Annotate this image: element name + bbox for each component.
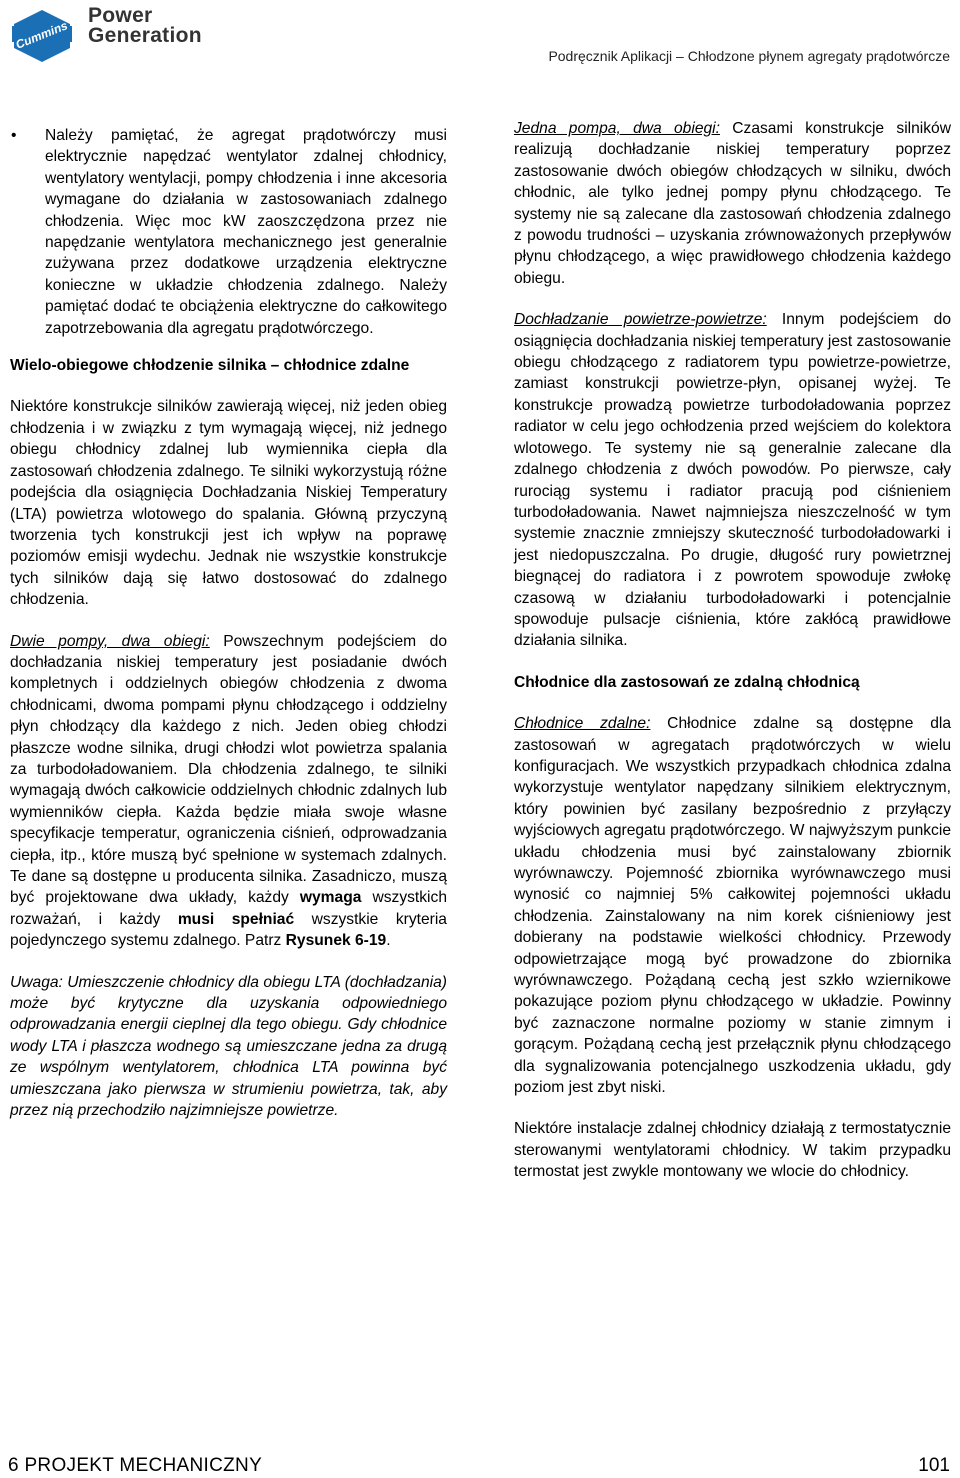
section-heading-multi-circuit: Wielo-obiegowe chłodzenie silnika – chłodnice zdalne [10,357,410,375]
bold-musi-spelniac: musi spełniać [177,910,295,928]
text-two-pumps-b: wszystkich rozważań, i każdy [10,889,447,928]
document-title: Podręcznik Aplikacji – Chłodzone płynem agregaty prądotwórcze [548,48,950,64]
page-header [0,0,960,75]
page-number: 101 [918,1455,950,1476]
bold-wymaga: wymaga [299,889,362,907]
text-two-pumps-end: . [386,932,391,950]
footer-section-label: 6 PROJEKT MECHANICZNY [8,1455,263,1476]
right-column [514,118,951,1183]
paragraph-remote-radiators [514,713,951,1098]
text-two-pumps-a: Powszechnym podejściem do dochładzania niskiej temperatury jest posiadanie dwóch kompletnych i oddzielnych obiegów chłodzenia z dwoma chłodnicami, dwoma pompami płynu chłodzącego i oddzielny płyn chłodzący dla każdego z nich. Jeden obieg chłodzi płaszcze wodne silnika, drugi chłodzi wlot powietrza spalania za turbodoładowaniem. Dla chłodzenia zdalnego, te silniki wymagają dwóch całkowicie oddzielnych chłodnic zdalnych lub wymienników ciepła. Każda będzie miała swoje własne specyfikacje temperatur, ograniczenia ciśnień, odprowadzania ciepła, itp., które muszą być spełnione w systemach zdalnych. Te dane są dostępne u producenta silnika. Zasadniczo, muszą być projektowane dwa układy, każdy [10,632,447,907]
text-remote-radiators: Chłodnice zdalne są dostępne dla zastosowań w agregatach prądotwórczych w wielu konfiguracjach. We wszystkich przypadkach chłodnica zdalna wykorzystuje wentylator napędzany silnikiem elektrycznym, który powinien być zasilany bezpośrednio z przyłączy wyjściowych agregatu prądotwórczego. W najwyższym punkcie układu chłodzenia musi być zainstalowany zbiornik wyrównawczy. Pojemność zbiornika wyrównawczego musi wynosić co najmniej 5% całkowitej pojemności układu chłodzenia. Zainstalowany na nim korek ciśnieniowy jest dobierany na podstawie wielkości chłodnicy. Przewody odpowietrzające mogą być prowadzone do zbiornika wyrównawczego. Pożądaną cechą jest szkło wziernikowe pokazujące poziom płynu chłodzącego w układzie. Powinny być zaznaczone normalne poziomy w stanie zimnym i gorącym. Pożądaną cechą jest przełącznik płynu chłodzącego dla sygnalizowania potencjalnego uszkodzenia układu, gdy poziom jest zbyt niski. [514,715,951,1097]
brand-name [88,6,202,46]
cummins-logo-icon [6,4,76,64]
label-air-to-air: Dochładzanie powietrze-powietrze: [514,311,767,329]
paragraph-thermostat: Niektóre instalacje zdalnej chłodnicy działają z termostatycznie sterowanymi wentylatorami chłodnicy. W takim przypadku termostat jest zwykle montowany we wlocie do chłodnicy. [514,1120,951,1181]
note-lta: Uwaga: Umieszczenie chłodnicy dla obiegu LTA (dochładzania) może być krytyczne dla uzyskania odpowiedniego odprowadzania energii cieplnej dla tego obiegu. Gdy chłodnice wody LTA i płaszcza wodnego są umieszczane jedna za drugą ze wspólnym wentylatorem, chłodnica LTA powinna być umieszczana jako pierwsza w strumieniu powietrza, tak, aby przez nią przechodziło najzimniejsze powietrze. [10,973,447,1120]
text-two-pumps-c: wszystkie kryteria pojedynczego systemu zdalnego. Patrz [10,910,447,950]
text-one-pump: Czasami konstrukcje silników realizują dochładzanie niskiej temperatury poprzez zastosowanie dwóch obiegów chłodzących w silniku, dwóch chłodnic, ale tylko jednej pompy płynu chłodzącego. Te systemy nie są zalecane dla zastosowań chłodzenia zdalnego z powodu trudności – uzyskania zrównoważonych przepływów płynu chłodzącego, a więc prawidłowego chłodzenia każdego obiegu. [514,120,951,287]
brand-line-1: Power [88,4,153,27]
paragraph-one-pump [514,118,951,289]
logo-text: Cummins [13,18,70,52]
left-column [10,118,447,1121]
section-heading-radiators: Chłodnice dla zastosowań ze zdalną chłodnicą [514,673,860,691]
paragraph-air-to-air [514,309,951,652]
label-remote-radiators: Chłodnice zdalne: [514,715,651,733]
label-one-pump: Jedna pompa, dwa obiegi: [514,120,720,137]
text-air-to-air: Innym podejściem do osiągnięcia dochładzania niskiej temperatury jest zastosowanie obiegu chłodzącego z radiatorem typu powietrze-powietrze, zamiast konstrukcji powietrze-płyn, opisanej wyżej. Te konstrukcje prowadzą powietrze turbodoładowania poprzez radiator w celu jego ochłodzenia przed wejściem do kolektora wlotowego. Te systemy nie są generalnie zalecane dla zdalnego chłodzenia z dwóch powodów. Po pierwsze, cały rurociąg systemu i radiator pracują pod ciśnieniem turbodoładowania. Nawet najmniejsza nieszczelność w tym systemie znacznie zmniejszy skuteczność turbodoładowarki i jest niedopuszczalna. Po drugie, długość rury powietrznej biegnącej do radiatora i z powrotem spowoduje zwłokę czasową w działaniu turbodoładowarki i potencjalnie spowoduje pulsacje ciśnienia, które zakłócą prawidłowe działania silnika. [514,311,951,650]
paragraph-two-pumps [10,631,447,952]
bullet-item [10,125,447,339]
paragraph-engines: Niektóre konstrukcje silników zawierają więcej, niż jeden obieg chłodzenia i w związku z tym wymagają więcej, niż jednego obiegu chłodnicy zdalnej lub wymiennika ciepła dla zastosowań chłodzenia zdalnego. Te silniki wykorzystują różne podejścia dla osiągnięcia Dochładzania Niskiej Temperatury (LTA) powietrza wlotowego do spalania. Główną przyczyną tworzenia tych konstrukcji jest ich wpływ na poprawę poziomów emisji wydechu. Jednak nie wszystkie konstrukcje tych silników dają się łatwo dostosować do zdalnego chłodzenia. [10,398,447,609]
brand-line-2: Generation [88,24,202,47]
figure-reference: Rysunek 6-19 [285,932,387,950]
label-two-pumps: Dwie pompy, dwa obiegi: [10,632,210,650]
bullet-text: Należy pamiętać, że agregat prądotwórczy musi elektrycznie napędzać wentylator zdalnej chłodnicy, wentylatory wentylacji, pompy chłodzenia i inne akcesoria wymagane do działania w zastosowaniach zdalnego chłodzenia. Więc moc kW zaoszczędzona przez nie napędzanie wentylatora mechanicznego jest generalnie zużywana przez dodatkowe urządzenia elektryczne konieczne w układzie chłodzenia zdalnego. Należy pamiętać dodać te obciążenia elektryczne do całkowitego zapotrzebowania dla agregatu prądotwórczego. [45,127,447,337]
bullet-icon: • [11,127,17,144]
